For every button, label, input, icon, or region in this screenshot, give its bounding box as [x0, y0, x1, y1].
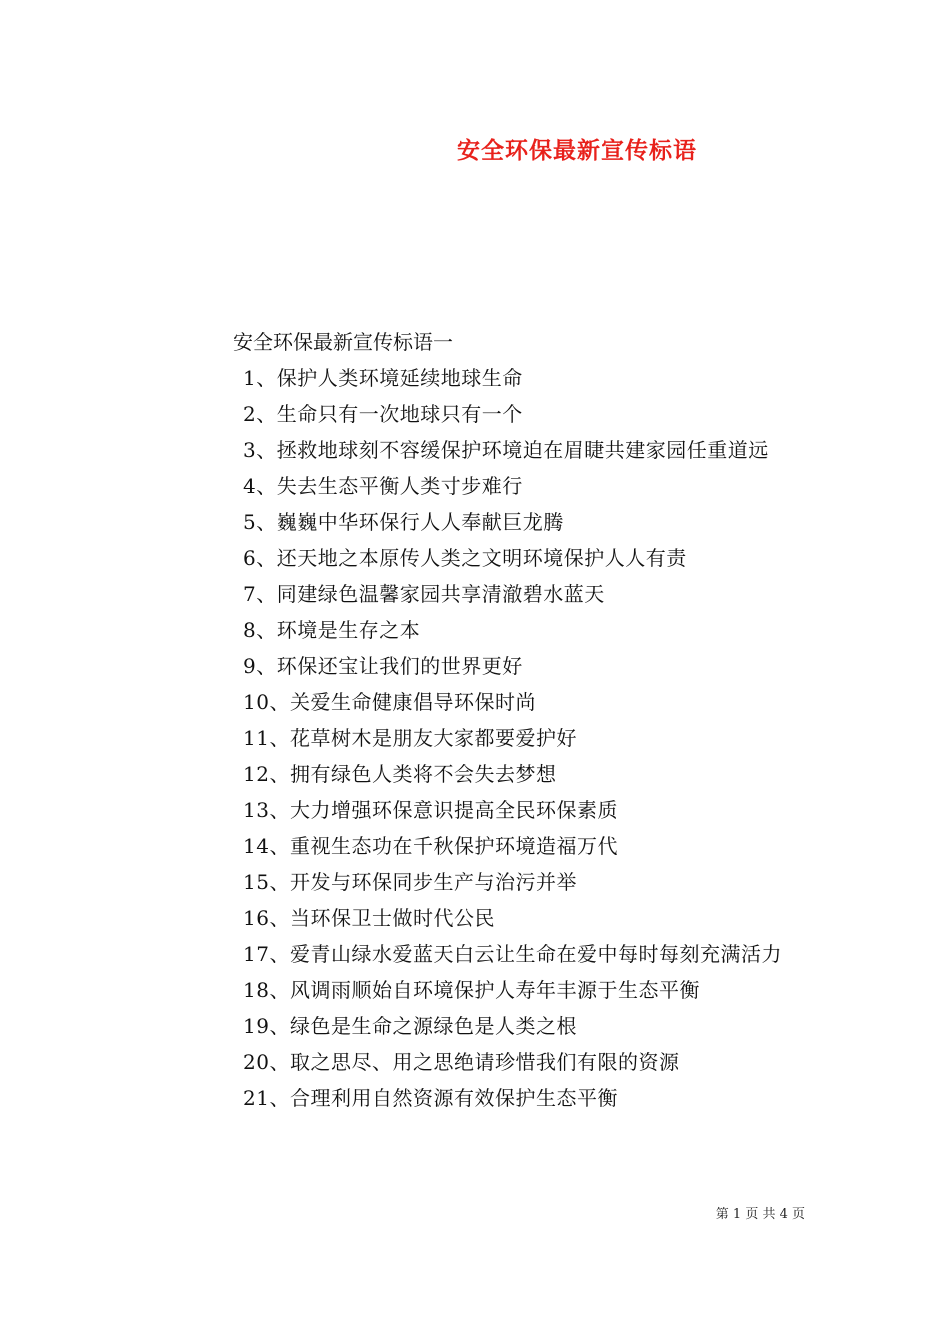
slogan-item: 12、拥有绿色人类将不会失去梦想	[243, 762, 557, 786]
slogan-item: 3、拯救地球刻不容缓保护环境迫在眉睫共建家园任重道远	[243, 438, 769, 462]
slogan-item: 4、失去生态平衡人类寸步难行	[243, 474, 523, 498]
slogan-item: 20、取之思尽、用之思绝请珍惜我们有限的资源	[243, 1050, 680, 1074]
slogan-item: 17、爱青山绿水爱蓝天白云让生命在爱中每时每刻充满活力	[243, 942, 782, 966]
slogan-item: 16、当环保卫士做时代公民	[243, 906, 495, 930]
slogan-item: 14、重视生态功在千秋保护环境造福万代	[243, 834, 618, 858]
slogan-item: 8、环境是生存之本	[243, 618, 421, 642]
page-footer: 第 1 页 共 4 页	[715, 1207, 805, 1222]
section-heading: 安全环保最新宣传标语一	[233, 330, 453, 354]
document-title: 安全环保最新宣传标语	[457, 137, 697, 164]
slogan-item: 11、花草树木是朋友大家都要爱护好	[243, 726, 577, 750]
slogan-item: 5、巍巍中华环保行人人奉献巨龙腾	[243, 510, 564, 534]
slogan-item: 2、生命只有一次地球只有一个	[243, 402, 523, 426]
slogan-item: 1、保护人类环境延续地球生命	[243, 366, 523, 390]
slogan-item: 15、开发与环保同步生产与治污并举	[243, 870, 577, 894]
slogan-item: 19、绿色是生命之源绿色是人类之根	[243, 1014, 577, 1038]
slogan-item: 9、环保还宝让我们的世界更好	[243, 654, 523, 678]
slogan-item: 21、合理利用自然资源有效保护生态平衡	[243, 1086, 618, 1110]
slogan-item: 7、同建绿色温馨家园共享清澈碧水蓝天	[243, 582, 605, 606]
slogan-item: 10、关爱生命健康倡导环保时尚	[243, 690, 536, 714]
slogan-item: 18、风调雨顺始自环境保护人寿年丰源于生态平衡	[243, 978, 700, 1002]
document-body	[145, 324, 810, 1116]
slogan-item: 13、大力增强环保意识提高全民环保素质	[243, 798, 618, 822]
slogan-item: 6、还天地之本原传人类之文明环境保护人人有责	[243, 546, 687, 570]
